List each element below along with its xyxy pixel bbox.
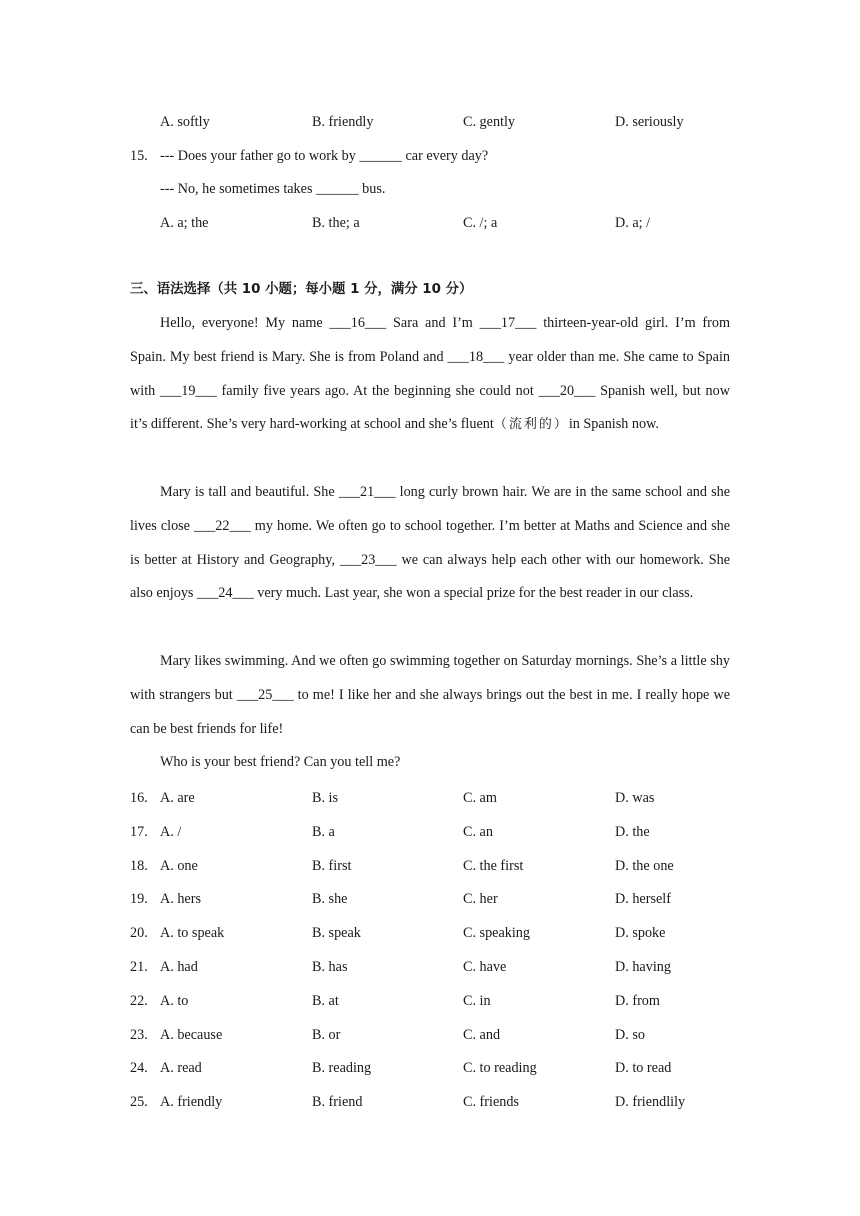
q15-option-c: C. /; a bbox=[463, 215, 498, 231]
option-d: D. was bbox=[615, 790, 655, 806]
option-c: C. friends bbox=[463, 1094, 519, 1110]
option-c: C. in bbox=[463, 993, 491, 1009]
passage-paragraph-4: Who is your best friend? Can you tell me? bbox=[160, 754, 401, 770]
question-line: --- No, he sometimes takes ______ bus. bbox=[160, 181, 386, 197]
q15-option-b: B. the; a bbox=[312, 215, 360, 231]
question-number: 25. bbox=[130, 1094, 148, 1110]
option-b: B. has bbox=[312, 959, 348, 975]
option-c: C. her bbox=[463, 891, 498, 907]
option-b: B. is bbox=[312, 790, 339, 806]
passage-paragraph-2: Mary is tall and beautiful. She ___21___ long curly brown hair. We are in the same school and she lives close ___22___ my home. We often go to school together. I’m better at Maths and Science and she is better at History and Geography, ___23___ we can always help each other with our homework. She also enjoys ___24___ very much. Last year, she won a special prize for the best reader in our class. bbox=[130, 484, 730, 602]
option-b: B. or bbox=[312, 1027, 341, 1043]
option-c: C. the first bbox=[463, 858, 524, 874]
option-b: B. friend bbox=[312, 1094, 363, 1110]
q14-option-a: A. softly bbox=[160, 114, 210, 130]
question-number: 24. bbox=[130, 1060, 148, 1076]
option-b: B. reading bbox=[312, 1060, 372, 1076]
question-line: --- Does your father go to work by ______ car every day? bbox=[160, 148, 489, 164]
question-number: 23. bbox=[130, 1027, 148, 1043]
q14-option-d: D. seriously bbox=[615, 114, 684, 130]
option-d: D. the bbox=[615, 824, 650, 840]
option-a: A. had bbox=[160, 959, 198, 975]
option-d: D. the one bbox=[615, 858, 674, 874]
section-heading: 三、语法选择（共 10 小题；每小题 1 分，满分 10 分） bbox=[130, 282, 473, 297]
question-number: 21. bbox=[130, 959, 148, 975]
passage-paragraph-3: Mary likes swimming. And we often go swimming together on Saturday mornings. She’s a little shy with strangers but ___25___ to me! I like her and she always brings out the best in me. I really hope we can be best friends for life! bbox=[130, 653, 730, 737]
option-d: D. so bbox=[615, 1027, 645, 1043]
option-d: D. herself bbox=[615, 891, 671, 907]
option-b: B. at bbox=[312, 993, 339, 1009]
option-a: A. to speak bbox=[160, 925, 225, 941]
option-a: A. because bbox=[160, 1027, 223, 1043]
option-b: B. she bbox=[312, 891, 348, 907]
question-number: 20. bbox=[130, 925, 148, 941]
question-number: 17. bbox=[130, 824, 148, 840]
option-a: A. friendly bbox=[160, 1094, 223, 1110]
question-number: 18. bbox=[130, 858, 148, 874]
question-number: 16. bbox=[130, 790, 148, 806]
q14-option-c: C. gently bbox=[463, 114, 516, 130]
paragraph-text: Hello, everyone! My name ___16___ Sara and I’m ___17___ thirteen-year-old girl. I’m from Spain. My best friend is Mary. She is from Poland and ___18___ year older than me. She came to Spain with ___19___ family five years ago. At the beginning she could not ___20___ Spanish well, but now it’s different. She’s very hard-working at school and she’s fluent bbox=[130, 315, 730, 433]
q15-option-d: D. a; / bbox=[615, 215, 651, 231]
option-a: A. are bbox=[160, 790, 195, 806]
option-d: D. friendlily bbox=[615, 1094, 686, 1110]
option-a: A. one bbox=[160, 858, 198, 874]
option-c: C. am bbox=[463, 790, 497, 806]
option-c: C. speaking bbox=[463, 925, 530, 941]
option-d: D. to read bbox=[615, 1060, 672, 1076]
q14-option-b: B. friendly bbox=[312, 114, 374, 130]
option-d: D. from bbox=[615, 993, 660, 1009]
paragraph-text: in Spanish now. bbox=[568, 416, 659, 433]
option-c: C. to reading bbox=[463, 1060, 537, 1076]
option-c: C. and bbox=[463, 1027, 501, 1043]
option-b: B. speak bbox=[312, 925, 361, 941]
option-c: C. have bbox=[463, 959, 507, 975]
option-a: A. hers bbox=[160, 891, 201, 907]
q15-option-a: A. a; the bbox=[160, 215, 209, 231]
option-c: C. an bbox=[463, 824, 493, 840]
option-d: D. spoke bbox=[615, 925, 666, 941]
passage-paragraph-1 bbox=[130, 307, 730, 442]
question-number: 22. bbox=[130, 993, 148, 1009]
option-a: A. to bbox=[160, 993, 189, 1009]
option-a: A. read bbox=[160, 1060, 202, 1076]
option-b: B. first bbox=[312, 858, 352, 874]
option-d: D. having bbox=[615, 959, 671, 975]
question-number: 19. bbox=[130, 891, 148, 907]
chinese-gloss: （流利的） bbox=[493, 417, 569, 433]
question-number: 15. bbox=[130, 148, 148, 164]
option-a: A. / bbox=[160, 824, 182, 840]
option-b: B. a bbox=[312, 824, 335, 840]
